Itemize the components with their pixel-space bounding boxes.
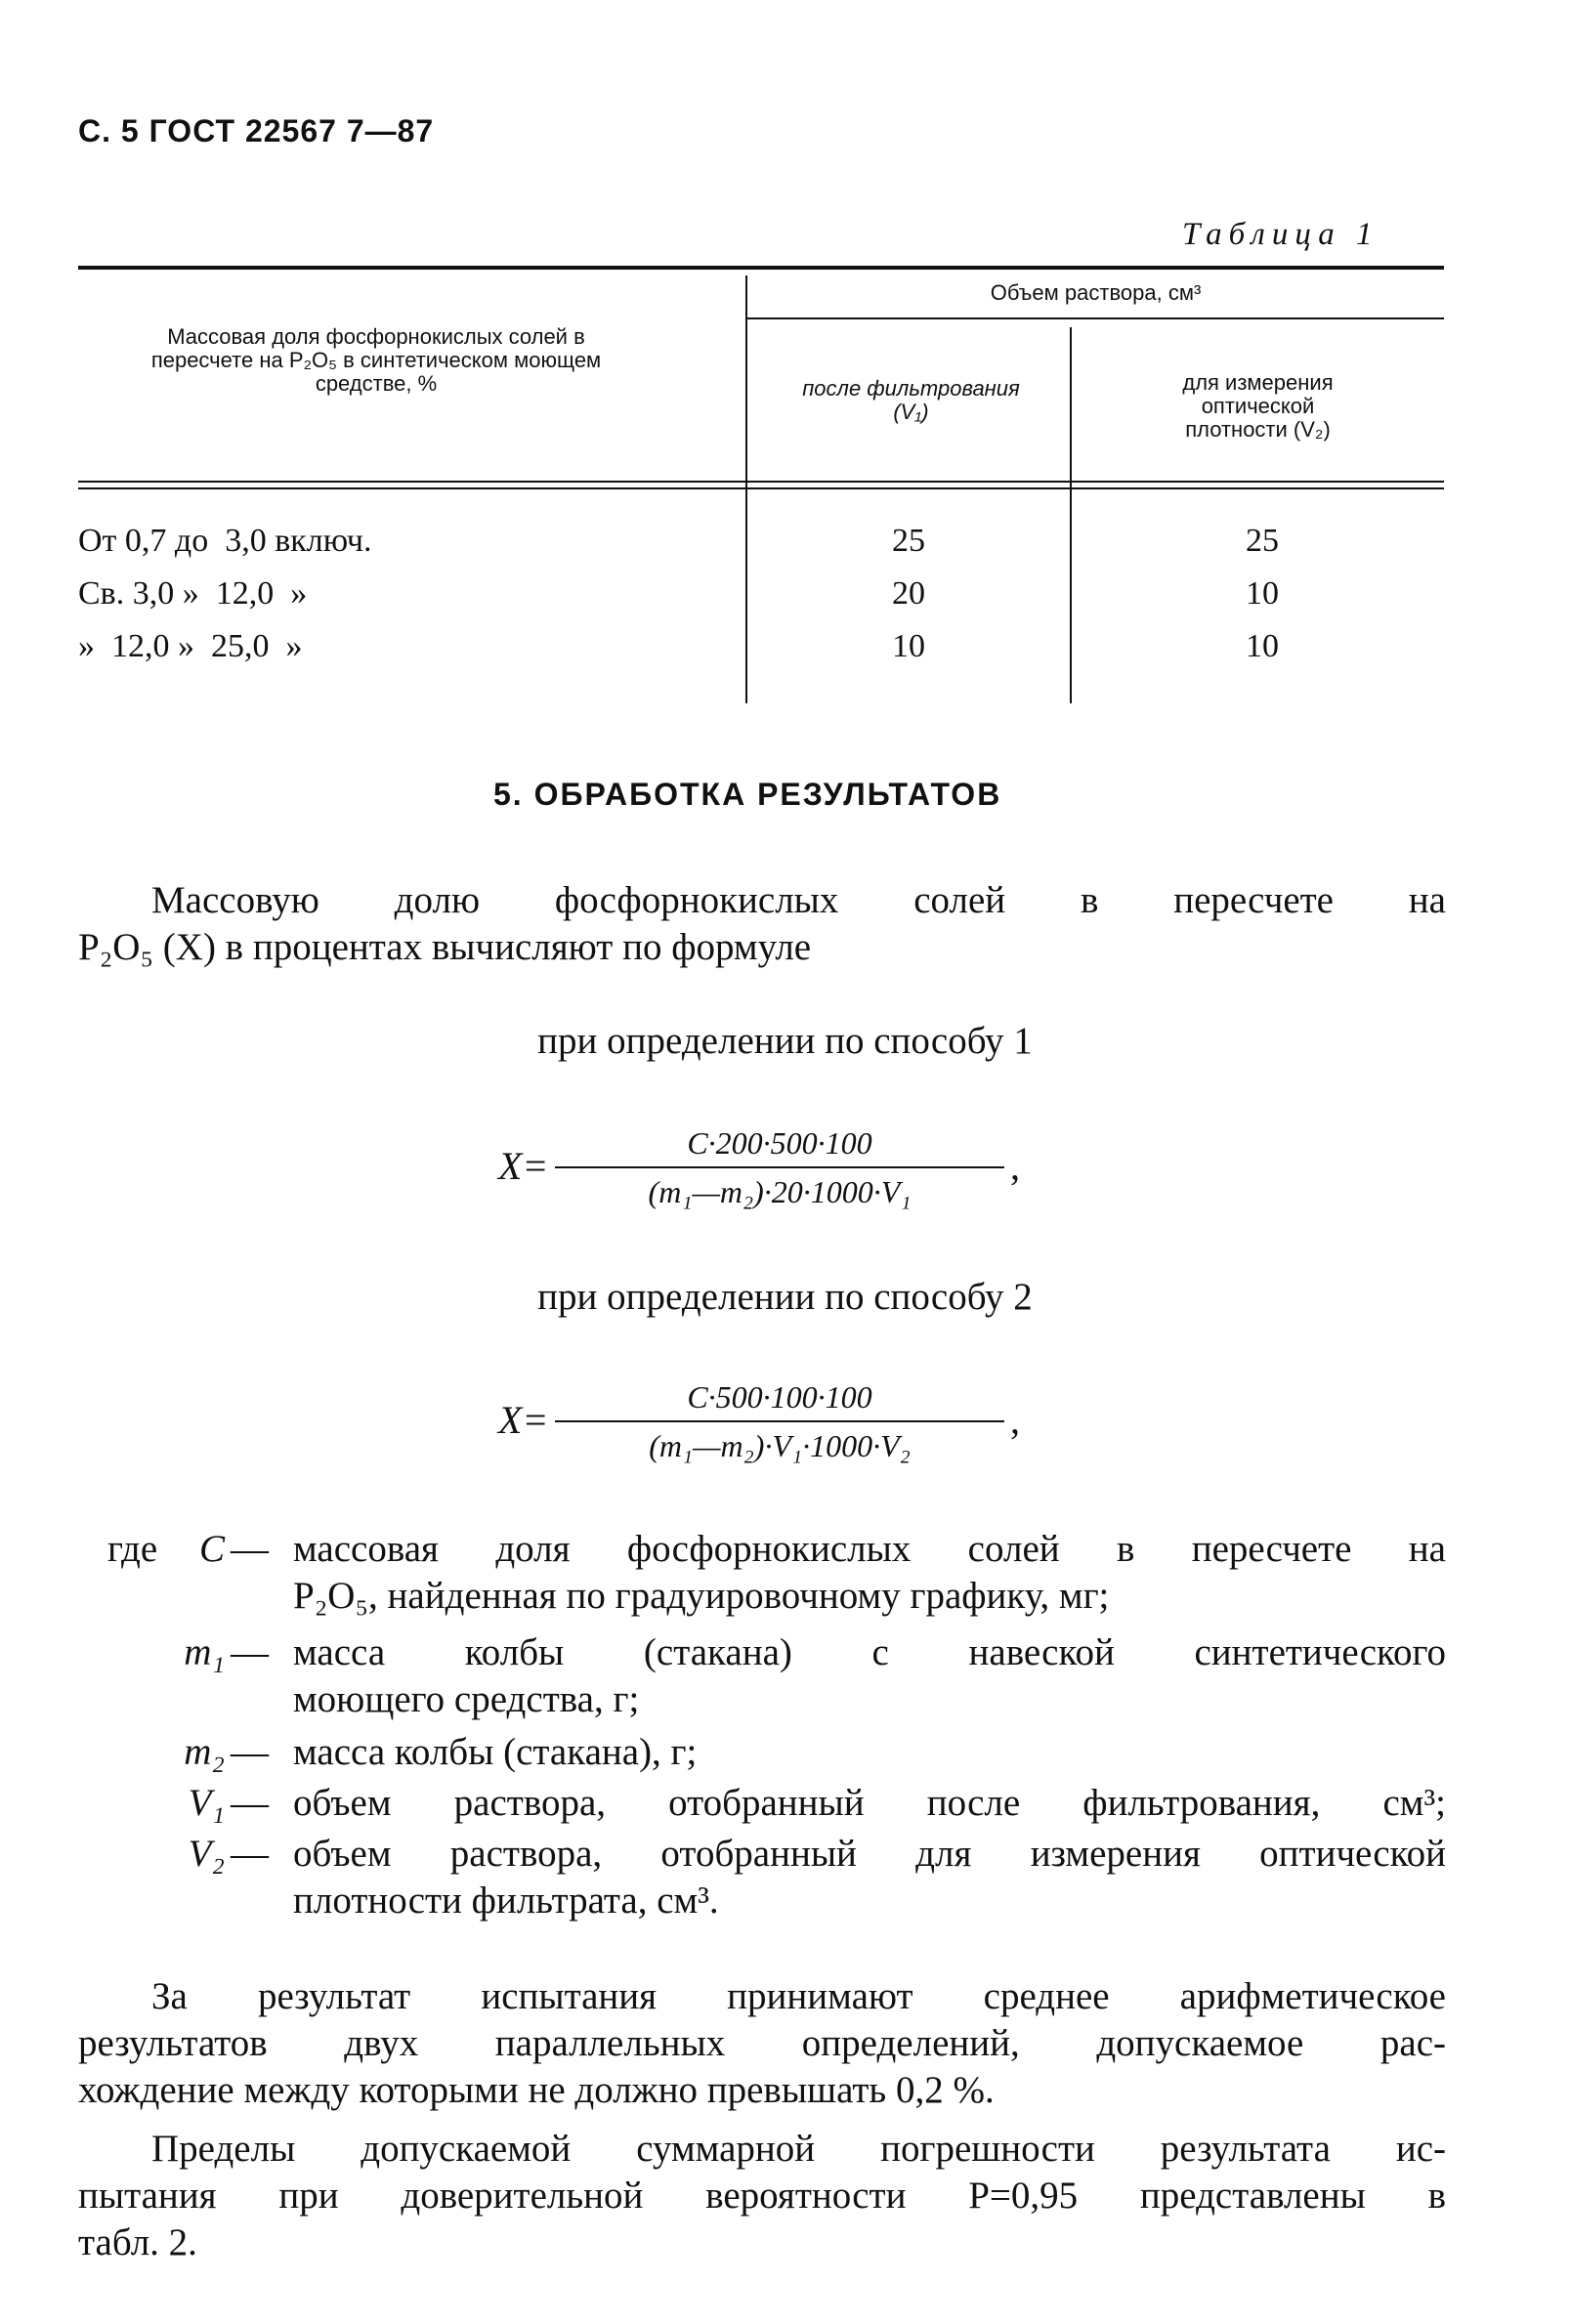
legend-dash: — <box>231 1731 269 1773</box>
table-caption: Таблица 1 <box>1182 217 1379 252</box>
table-cell-range: Св. 3,0 » 12,0 » <box>78 575 308 612</box>
section-title: 5. ОБРАБОТКА РЕЗУЛЬТАТОВ <box>493 777 1002 812</box>
table-col3-header-line2: оптической <box>1201 394 1315 418</box>
formula2-lhs: X= <box>498 1398 549 1442</box>
legend-dash: — <box>231 1528 269 1570</box>
table-cell-v1: 20 <box>892 575 925 612</box>
table-col3-header-line3: плотности (V₂) <box>1185 417 1331 442</box>
formula2-fraction-bar <box>555 1420 1004 1422</box>
table-cell-range: » 12,0 » 25,0 » <box>78 628 303 664</box>
table-cell-v1: 25 <box>892 523 925 559</box>
table-col2-header-line2: (V₁) <box>893 400 929 424</box>
legend-symbol: C <box>198 1528 225 1570</box>
table-vline-2 <box>1070 327 1072 703</box>
legend-symbol: m₁ <box>184 1631 225 1673</box>
legend-def-line2: плотности фильтрата, см³. <box>293 1880 719 1922</box>
formula1-numerator: C·200·500·100 <box>687 1125 872 1161</box>
legend-dash: — <box>231 1631 269 1673</box>
table-group-rule <box>747 317 1444 319</box>
legend-dash: — <box>231 1833 269 1875</box>
table-group-header: Объем раствора, см³ <box>990 280 1202 305</box>
legend-def-line2: моющего средства, г; <box>293 1678 640 1720</box>
table-cell-range: От 0,7 до 3,0 включ. <box>78 523 372 559</box>
legend-prefix: где <box>107 1528 158 1570</box>
formula1-fraction-bar <box>555 1166 1004 1168</box>
result-p1-line3: хождение между которыми не должно превышать 0,2 %. <box>78 2069 995 2111</box>
table-cell-v2: 10 <box>1246 628 1279 664</box>
legend-def-line1: объем раствора, отобранный после фильтрования, см³; <box>293 1782 1446 1824</box>
result-p2-line1: Пределы допускаемой суммарной погрешности результата ис- <box>151 2128 1446 2170</box>
legend-def-line1: массовая доля фосфорнокислых солей в пересчете на <box>293 1528 1446 1570</box>
result-p2-line3: табл. 2. <box>78 2221 197 2263</box>
legend-def-line1: масса колбы (стакана) с навеской синтетического <box>293 1631 1446 1673</box>
formula2-denominator: (m₁—m₂)·V₁·1000·V₂ <box>649 1428 911 1463</box>
intro-line1: Массовую долю фосфорнокислых солей в пересчете на <box>151 879 1446 921</box>
table-col3-header-line1: для измерения <box>1182 370 1334 395</box>
formula2-numerator: C·500·100·100 <box>687 1379 872 1415</box>
legend-symbol: m₂ <box>184 1731 225 1773</box>
legend-def-line1: объем раствора, отобранный для измерения оптической <box>293 1833 1446 1875</box>
table-header-divider-bottom <box>78 487 1444 489</box>
formula1-denominator: (m₁—m₂)·20·1000·V₁ <box>648 1174 912 1209</box>
table-col2-header <box>752 377 1070 424</box>
formula2-trail: , <box>1010 1398 1020 1442</box>
result-p1-line2: результатов двух параллельных определений, допускаемое рас- <box>78 2022 1446 2064</box>
formula1-fraction <box>555 1123 1004 1211</box>
table-header-divider-top <box>78 481 1444 483</box>
legend-symbol: V₂ <box>188 1833 225 1875</box>
table-col3-header <box>1075 371 1441 442</box>
legend-def-line1: масса колбы (стакана), г; <box>293 1731 698 1773</box>
method2-label: при определении по способу 2 <box>537 1276 1033 1318</box>
table-cell-v1: 10 <box>892 628 925 664</box>
table-vline-1 <box>745 275 747 703</box>
intro-line2: P₂O₅ (X) в процентах вычисляют по формуле <box>78 926 812 968</box>
formula1-lhs: X= <box>498 1144 549 1188</box>
legend-symbol: V₁ <box>188 1782 225 1824</box>
table-top-rule <box>78 266 1444 270</box>
table-cell-v2: 10 <box>1246 575 1279 612</box>
legend-dash: — <box>231 1782 269 1824</box>
table-col2-header-line1: после фильтрования <box>802 376 1020 401</box>
table-cell-v2: 25 <box>1246 523 1279 559</box>
result-p1-line1: За результат испытания принимают среднее арифметическое <box>151 1975 1446 2017</box>
table-col1-header: Массовая доля фосфорнокислых солей в пересчете на P₂O₅ в синтетическом моющем средстве, % <box>150 324 602 396</box>
result-p2-line2: пытания при доверительной вероятности P=0,95 представлены в <box>78 2175 1446 2217</box>
page-header: С. 5 ГОСТ 22567 7—87 <box>78 113 435 148</box>
formula2-fraction <box>555 1377 1004 1465</box>
formula1-trail: , <box>1010 1144 1020 1188</box>
legend-def-line2: P₂O₅, найденная по градуировочному графику, мг; <box>293 1575 1110 1617</box>
method1-label: при определении по способу 1 <box>537 1020 1033 1062</box>
